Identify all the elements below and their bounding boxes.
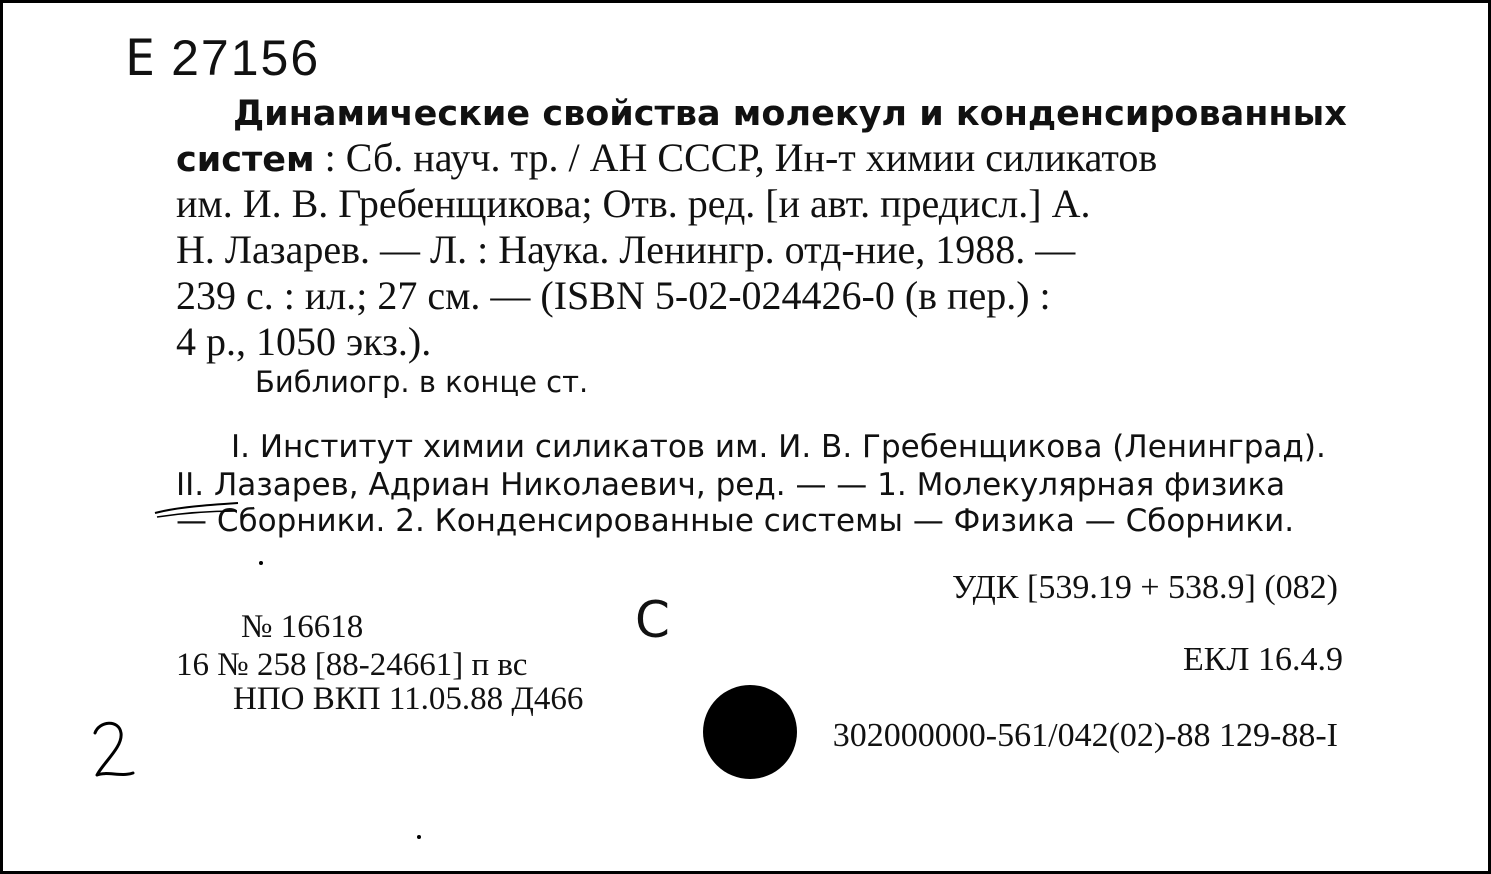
handwritten-number [89,717,139,783]
ink-blot [703,685,797,779]
registration-number: № 16618 [241,609,364,645]
catalog-letter: E [125,29,158,87]
title-line-1 [233,89,1347,137]
npo-imprint: НПО ВКП 11.05.88 Д466 [233,681,584,717]
bibliography-note: Библиогр. в конце ст. [255,365,589,399]
description-line-3: им. И. В. Гребенщикова; Отв. ред. [и авт. предисл.] А. [176,181,1091,226]
title-end: систем [176,140,315,180]
subject-heading-3: — Сборники. 2. Конденсированные системы — Физика — Сборники. [176,503,1295,539]
subject-heading-2: II. Лазарев, Адриан Николаевич, ред. — — 1. Молекулярная физика [176,467,1286,503]
title-start: Динамические свойства молекул и конденсированных [233,94,1347,134]
title-line-2-rest: : Сб. науч. тр. / АН СССР, Ин-т химии силикатов [314,135,1158,180]
description-line-5: 239 с. : ил.; 27 см. — (ISBN 5-02-024426-0 (в пер.) : [176,273,1051,318]
catalog-digits: 27156 [171,30,321,86]
title-line-2 [176,135,1157,183]
ink-stroke-mark [153,499,243,523]
ink-speck [259,561,263,565]
ink-speck [417,835,421,839]
order-number: 16 № 258 [88-24661] п вс [176,647,528,683]
description-line-6: 4 р., 1050 экз.). [176,319,432,364]
price-code: 302000000-561/042(02)-88 129-88-I [832,717,1338,754]
description-line-4: Н. Лазарев. — Л. : Наука. Ленингр. отд-ние, 1988. — [176,227,1076,272]
subject-heading-1: I. Институт химии силикатов им. И. В. Гребенщикова (Ленинград). [231,429,1326,465]
catalog-number [125,29,320,87]
ekl-code: ЕКЛ 16.4.9 [1182,641,1343,678]
c-mark: С [635,591,670,649]
udk-code: УДК [539.19 + 538.9] (082) [952,569,1338,606]
